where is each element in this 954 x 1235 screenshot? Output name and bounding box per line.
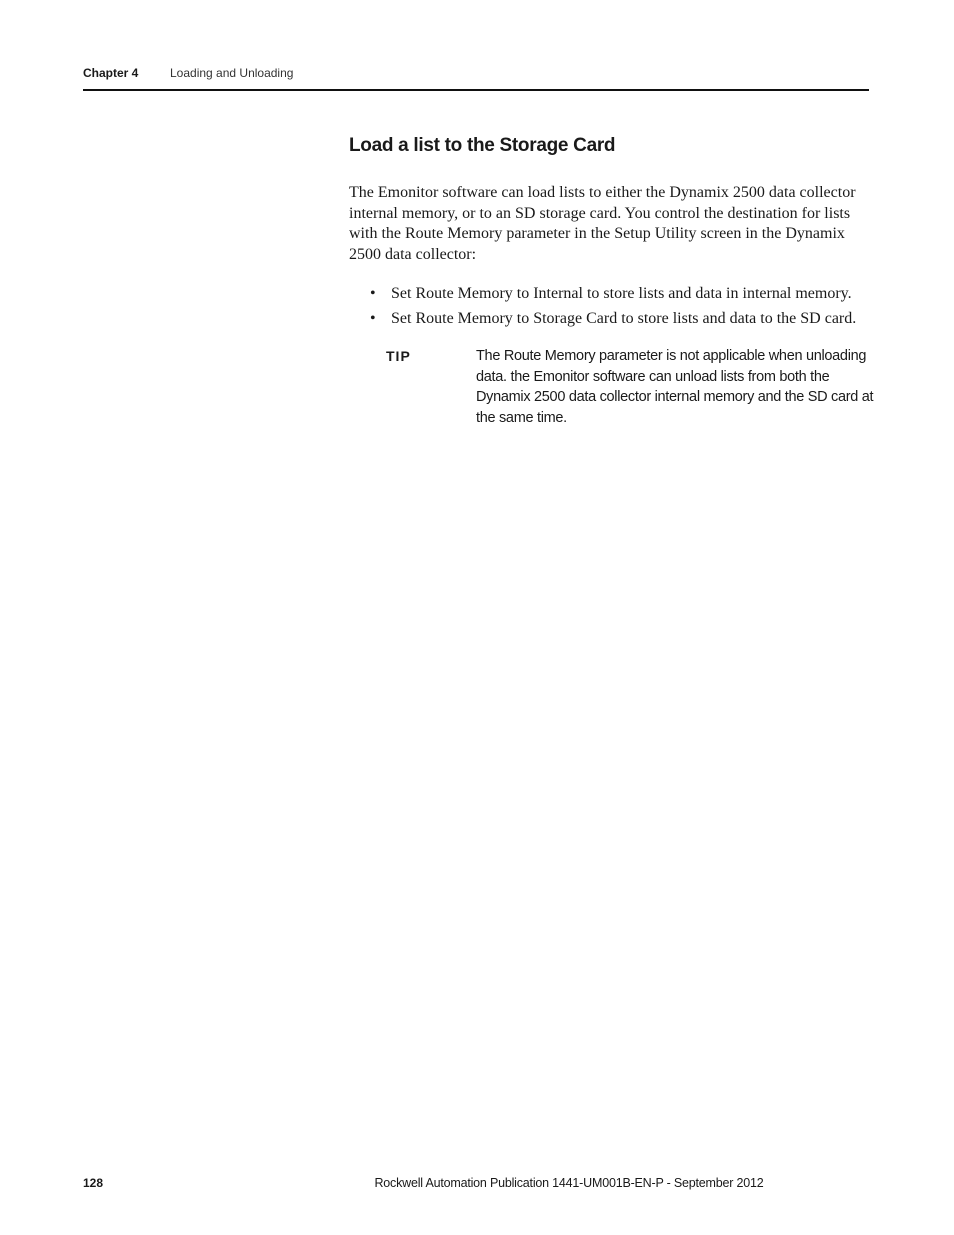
header-divider (83, 89, 869, 91)
bullet-icon: • (370, 309, 376, 327)
publication-info: Rockwell Automation Publication 1441-UM001B-EN-P - September 2012 (374, 1176, 764, 1190)
page-number: 128 (83, 1176, 104, 1190)
list-item (349, 284, 879, 305)
tip-text: The Route Memory parameter is not applicable when unloading data. the Emonitor software can unload lists from both the Dynamix 2500 data collector internal memory and the SD card at the same time. (476, 348, 874, 426)
list-item (349, 309, 879, 330)
bullet-list (349, 284, 879, 333)
chapter-title: Loading and Unloading (170, 66, 294, 80)
list-item-text: Set Route Memory to Storage Card to store lists and data to the SD card. (391, 309, 857, 327)
bullet-icon: • (370, 285, 376, 302)
body-paragraph: The Emonitor software can load lists to either the Dynamix 2500 data collector internal memory, or to an SD storage card. You control the destination for lists with the Route Memory parameter in the Setup Utility screen in the Dynamix 2500 data collector: (349, 184, 856, 263)
section-heading: Load a list to the Storage Card (349, 135, 616, 156)
chapter-label: Chapter 4 (83, 66, 139, 80)
list-item-text: Set Route Memory to Internal to store lists and data in internal memory. (391, 285, 852, 302)
tip-label: TIP (386, 348, 411, 364)
